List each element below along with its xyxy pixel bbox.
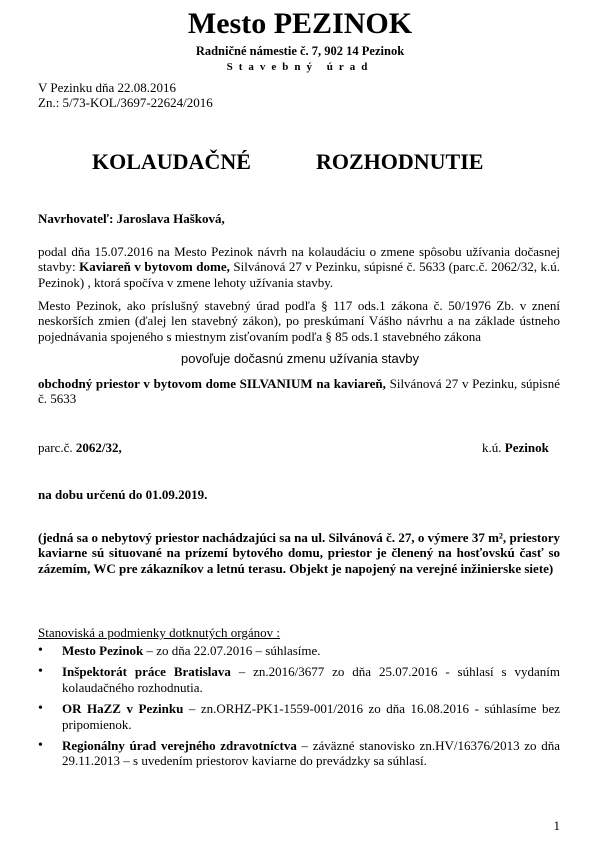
authority-name: Inšpektorát práce Bratislava <box>62 664 231 680</box>
office-name: Stavebný úrad <box>226 61 374 73</box>
subject-bold: obchodný priestor v bytovom dome SILVANIUM na kaviareň, <box>38 376 386 391</box>
authority-statement: – záväzné stanovisko zn.HV/16376/2013 zo dňa 29.11.2013 – s uvedením priestorov kaviarne do prevádzky sa súhlasí. <box>62 738 560 769</box>
area-label: k.ú. <box>482 440 505 455</box>
list-item <box>38 664 560 695</box>
p1-text-c: Silvánová 27 v Pezinku, súpisné č. 5633 (parc.č. 2062/32, k.ú. Pezinok) , ktorá spočíva v zmene lehoty užívania stavby. <box>38 259 560 290</box>
area-name: Pezinok <box>504 440 549 455</box>
applicant-name: Jaroslava Hašková, <box>116 211 225 226</box>
heading-word-1: KOLAUDAČNÉ <box>92 149 251 174</box>
bullet-icon: • <box>38 701 43 717</box>
list-item <box>38 701 560 732</box>
authority-name: OR HaZZ v Pezinku <box>62 701 184 717</box>
applicant-label: Navrhovateľ: <box>38 211 114 226</box>
city-title: Mesto PEZINOK <box>187 7 413 40</box>
bullet-icon: • <box>38 643 43 658</box>
authority-statement: – zn.2016/3677 zo dňa 25.07.2016 - súhlasí s vydaním kolaudačného rozhodnutia. <box>62 664 560 695</box>
term-line: na dobu určenú do 01.09.2019. <box>38 487 208 502</box>
cadastral-area <box>482 440 549 455</box>
subject-building <box>38 376 560 407</box>
authority-name: Regionálny úrad verejného zdravotníctva <box>62 738 297 754</box>
bullet-icon: • <box>38 664 43 680</box>
applicant-line <box>38 211 560 226</box>
heading-word-2: ROZHODNUTIE <box>316 149 484 174</box>
page-number: 1 <box>553 818 560 833</box>
permits-statement: povoľuje dočasnú zmenu užívania stavby <box>181 351 419 366</box>
list-item <box>38 643 560 658</box>
paragraph-application <box>38 244 560 290</box>
city-address: Radničné námestie č. 7, 902 14 Pezinok <box>195 44 405 58</box>
paragraph-authority: Mesto Pezinok, ako príslušný stavebný úrad podľa § 117 ods.1 zákona č. 50/1976 Zb. v znení neskorších zmien (ďalej len stavebný zákon), po preskúmaní Vášho návrhu a na základe ústneho pojednávania spojeného s miestnym zisťovaním podľa § 85 ods.1 stavebného zákona <box>38 298 560 344</box>
p1-building: Kaviareň v bytovom dome, <box>79 259 230 275</box>
conditions-list <box>38 643 560 775</box>
authority-statement: – zo dňa 22.07.2016 – súhlasíme. <box>143 643 321 658</box>
parcel-label: parc.č. <box>38 440 76 455</box>
conditions-title: Stanoviská a podmienky dotknutých orgánov : <box>38 625 281 640</box>
authority-name: Mesto Pezinok <box>62 643 144 658</box>
bullet-icon: • <box>38 738 43 754</box>
place-date: V Pezinku dňa 22.08.2016 <box>38 80 177 95</box>
authority-statement: – zn.ORHZ-PK1-1559-001/2016 zo dňa 16.08.2016 - súhlasíme bez pripomienok. <box>62 701 560 732</box>
building-description: (jedná sa o nebytový priestor nachádzajúci sa na ul. Silvánová č. 27, o výmere 37 m², priestory kaviarne sú situované na prízemí bytového domu, priestor je členený na hosťovskú časť so zázemím, WC pre zákazníkov a letnú terasu. Objekt je napojený na verejné inžinierske siete) <box>38 530 560 576</box>
p1-text-a: podal dňa 15.07.2016 na Mesto Pezinok návrh na kolaudáciu o zmene spôsobu užívania dočasnej stavby: <box>38 244 560 275</box>
subject-rest: Silvánová 27 v Pezinku, súpisné č. 5633 <box>38 376 560 407</box>
reference-number: Zn.: 5/73-KOL/3697-22624/2016 <box>38 95 213 110</box>
list-item <box>38 738 560 769</box>
parcel-number: 2062/32, <box>75 440 122 455</box>
